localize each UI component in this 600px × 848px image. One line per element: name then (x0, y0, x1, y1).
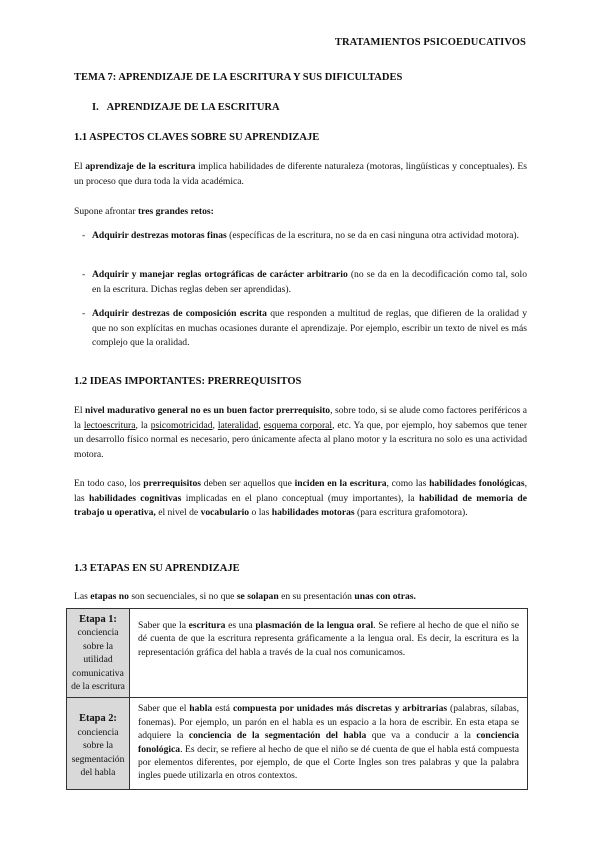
paragraph-learning: El aprendizaje de la escritura implica habilidades de diferente naturaleza (motoras, lingüísticas y conceptuales). Es un proceso que dura toda la vida académica. (74, 161, 527, 187)
subsection-1-3-heading: 1.3 ETAPAS EN SU APRENDIZAJE (74, 563, 240, 574)
stage-description: Saber que el habla está compuesta por unidades más discretas y arbitrarias (palabras, sílabas, fonemas). Por ejemplo, un parón en el habla es un espacio a la hora de escribir. En esta etapa se adquiere la conciencia de la segmentación del habla que va a conducir a la conciencia fonológica. Es decir, se refiere al hecho de que el niño se dé cuenta de que el habla está compuesta por elementos diferentes, por ejemplo, de que el Corte Ingles son tres palabras y que la palabra ingles puede utilizarla en otros contextos. (130, 698, 528, 789)
stage-description: Saber que la escritura es una plasmación de la lengua oral. Se refiere al hecho de que el niño se dé cuenta de que la escritura representa gráficamente a la lengua oral. Es decir, la escritura es la representación gráfica del habla a través de la cual nos comunicamos. (130, 609, 528, 698)
section-title: APRENDIZAJE DE LA ESCRITURA (106, 102, 280, 113)
paragraph-maturity: El nivel madurativo general no es un buen factor prerrequisito, sobre todo, si se alude como factores periféricos a la lectoescritura, la psicomotricidad, lateralidad, esquema corporal, etc. Ya que, por ejemplo, hoy sabemos que tener un desarrollo físico normal es necesario, pero únicamente afecta al plano motor y la escritura no solo es una actividad motora. (74, 405, 528, 460)
stage-cell (67, 609, 130, 698)
list-item: - Adquirir destrezas de composición escrita que responden a multitud de reglas, que difieren de la oralidad y que no son explícitas en muchas ocasiones durante el aprendizaje. Por ejemplo, escribir un texto de nivel es más complejo que la oralidad. (82, 308, 528, 348)
stage-cell (67, 698, 130, 789)
running-header: TRATAMIENTOS PSICOEDUCATIVOS (334, 37, 526, 48)
subsection-1-1-heading: 1.1 ASPECTOS CLAVES SOBRE SU APRENDIZAJE (74, 132, 320, 143)
stage-name: Etapa 1: (79, 614, 117, 625)
stage-label: conciencia sobre la utilidad comunicativa de la escritura (71, 627, 125, 693)
section-number: I. (92, 102, 99, 113)
stage-label: conciencia sobre la segmentación del habla (71, 726, 125, 779)
paragraph-stages-intro: Las etapas no son secuenciales, si no que se solapan en su presentación unas con otras. (74, 591, 416, 602)
document-title: TEMA 7: APRENDIZAJE DE LA ESCRITURA Y SUS DIFICULTADES (74, 72, 403, 83)
table-row (67, 609, 528, 698)
paragraph-prerequisites: En todo caso, los prerrequisitos deben ser aquellos que inciden en la escritura, como las habilidades fonológicas, las habilidades cognitivas implicadas en el plano conceptual (muy importantes), la habilidad de memoria de trabajo u operativa, el nivel de vocabulario o las habilidades motoras (para escritura grafomotora). (74, 478, 527, 518)
paragraph-retos: Supone afrontar tres grandes retos: (74, 206, 214, 217)
table-row (67, 698, 528, 789)
list-item: - Adquirir y manejar reglas ortográficas de carácter arbitrario (no se da en la decodificación como tal, solo en la escritura. Dichas reglas deben ser aprendidas). (82, 269, 527, 295)
list-item: - Adquirir destrezas motoras finas (específicas de la escritura, no se da en casi ninguna otra actividad motora). (82, 230, 519, 241)
section-heading (92, 102, 280, 113)
stages-table (66, 608, 528, 790)
stage-name: Etapa 2: (79, 713, 117, 725)
subsection-1-2-heading: 1.2 IDEAS IMPORTANTES: PRERREQUISITOS (74, 376, 302, 387)
